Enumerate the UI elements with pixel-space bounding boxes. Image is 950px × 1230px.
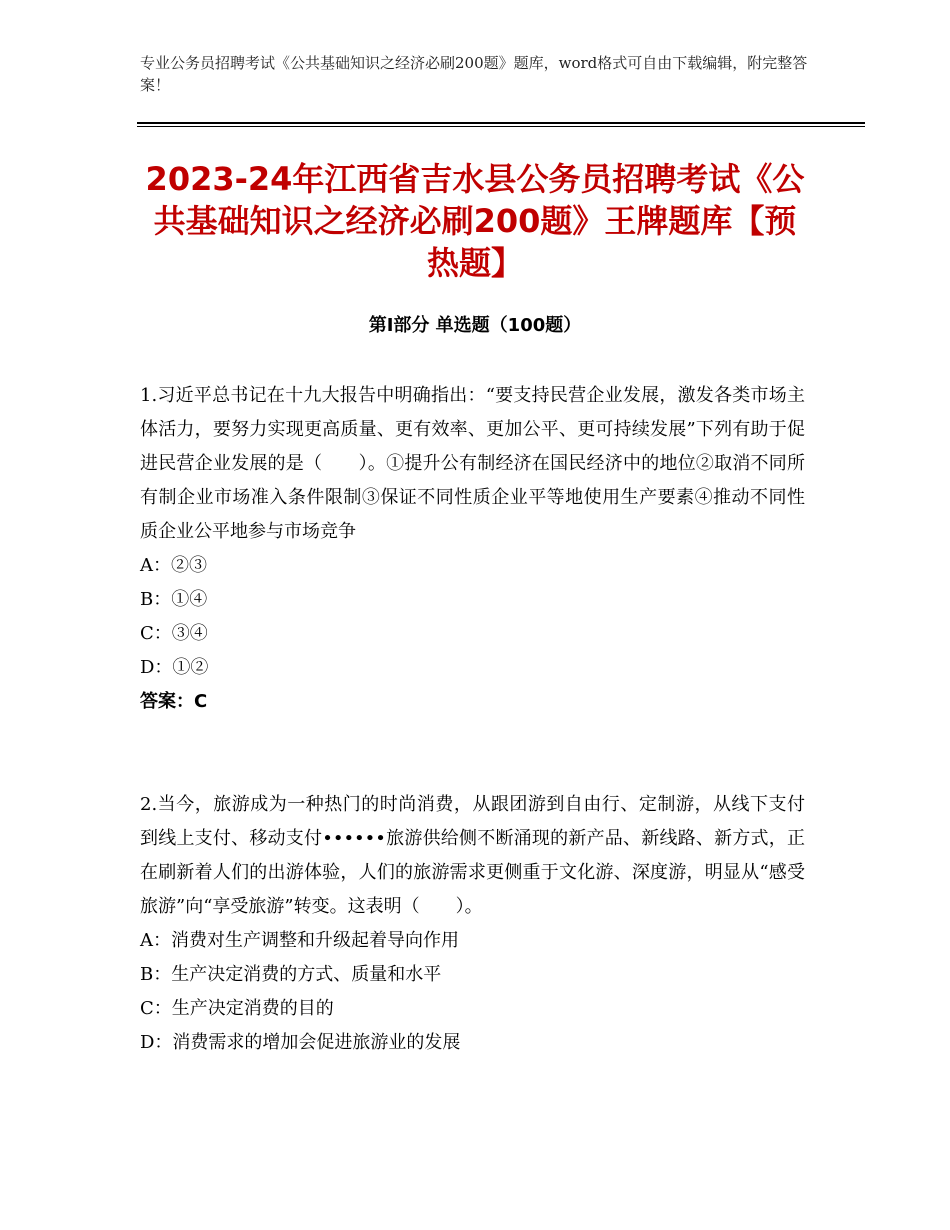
option-b: B：①④: [140, 589, 208, 610]
option-c: C：生产决定消费的目的: [140, 998, 334, 1019]
option-a: A：消费对生产调整和升级起着导向作用: [140, 930, 459, 951]
option-c: C：③④: [140, 623, 208, 644]
option-a: A：②③: [140, 555, 207, 576]
option-d: D：①②: [140, 657, 209, 678]
document-header-note: 专业公务员招聘考试《公共基础知识之经济必刷200题》题库，word格式可自由下载编辑，附完整答案！: [140, 54, 808, 94]
option-b: B：生产决定消费的方式、质量和水平: [140, 964, 442, 985]
question-stem: 2.当今，旅游成为一种热门的时尚消费，从跟团游到自由行、定制游，从线下支付到线上支付、移动支付••••••旅游供给侧不断涌现的新产品、新线路、新方式，正在刷新着人们的出游体验，人们的旅游需求更侧重于文化游、深度游，明显从“感受旅游”向“享受旅游”转变。这表明（ ）。: [140, 794, 805, 917]
option-d: D：消费需求的增加会促进旅游业的发展: [140, 1032, 461, 1053]
header-divider-thick: [137, 122, 865, 124]
header-divider-thin: [137, 126, 865, 127]
document-title: 2023-24年江西省吉水县公务员招聘考试《公共基础知识之经济必刷200题》王牌题库【预热题】: [145, 160, 805, 282]
question-stem: 1.习近平总书记在十九大报告中明确指出：“要支持民营企业发展，激发各类市场主体活力，要努力实现更高质量、更有效率、更加公平、更可持续发展”下列有助于促进民营企业发展的是（ ）。①提升公有制经济在国民经济中的地位②取消不同所有制企业市场准入条件限制③保证不同性质企业平等地使用生产要素④推动不同性质企业公平地参与市场竞争: [140, 385, 805, 542]
answer-line: 答案：C: [140, 691, 208, 712]
question-1: [140, 379, 805, 719]
question-2: [140, 788, 805, 1060]
section-heading: 第Ⅰ部分 单选题（100题）: [368, 315, 582, 336]
